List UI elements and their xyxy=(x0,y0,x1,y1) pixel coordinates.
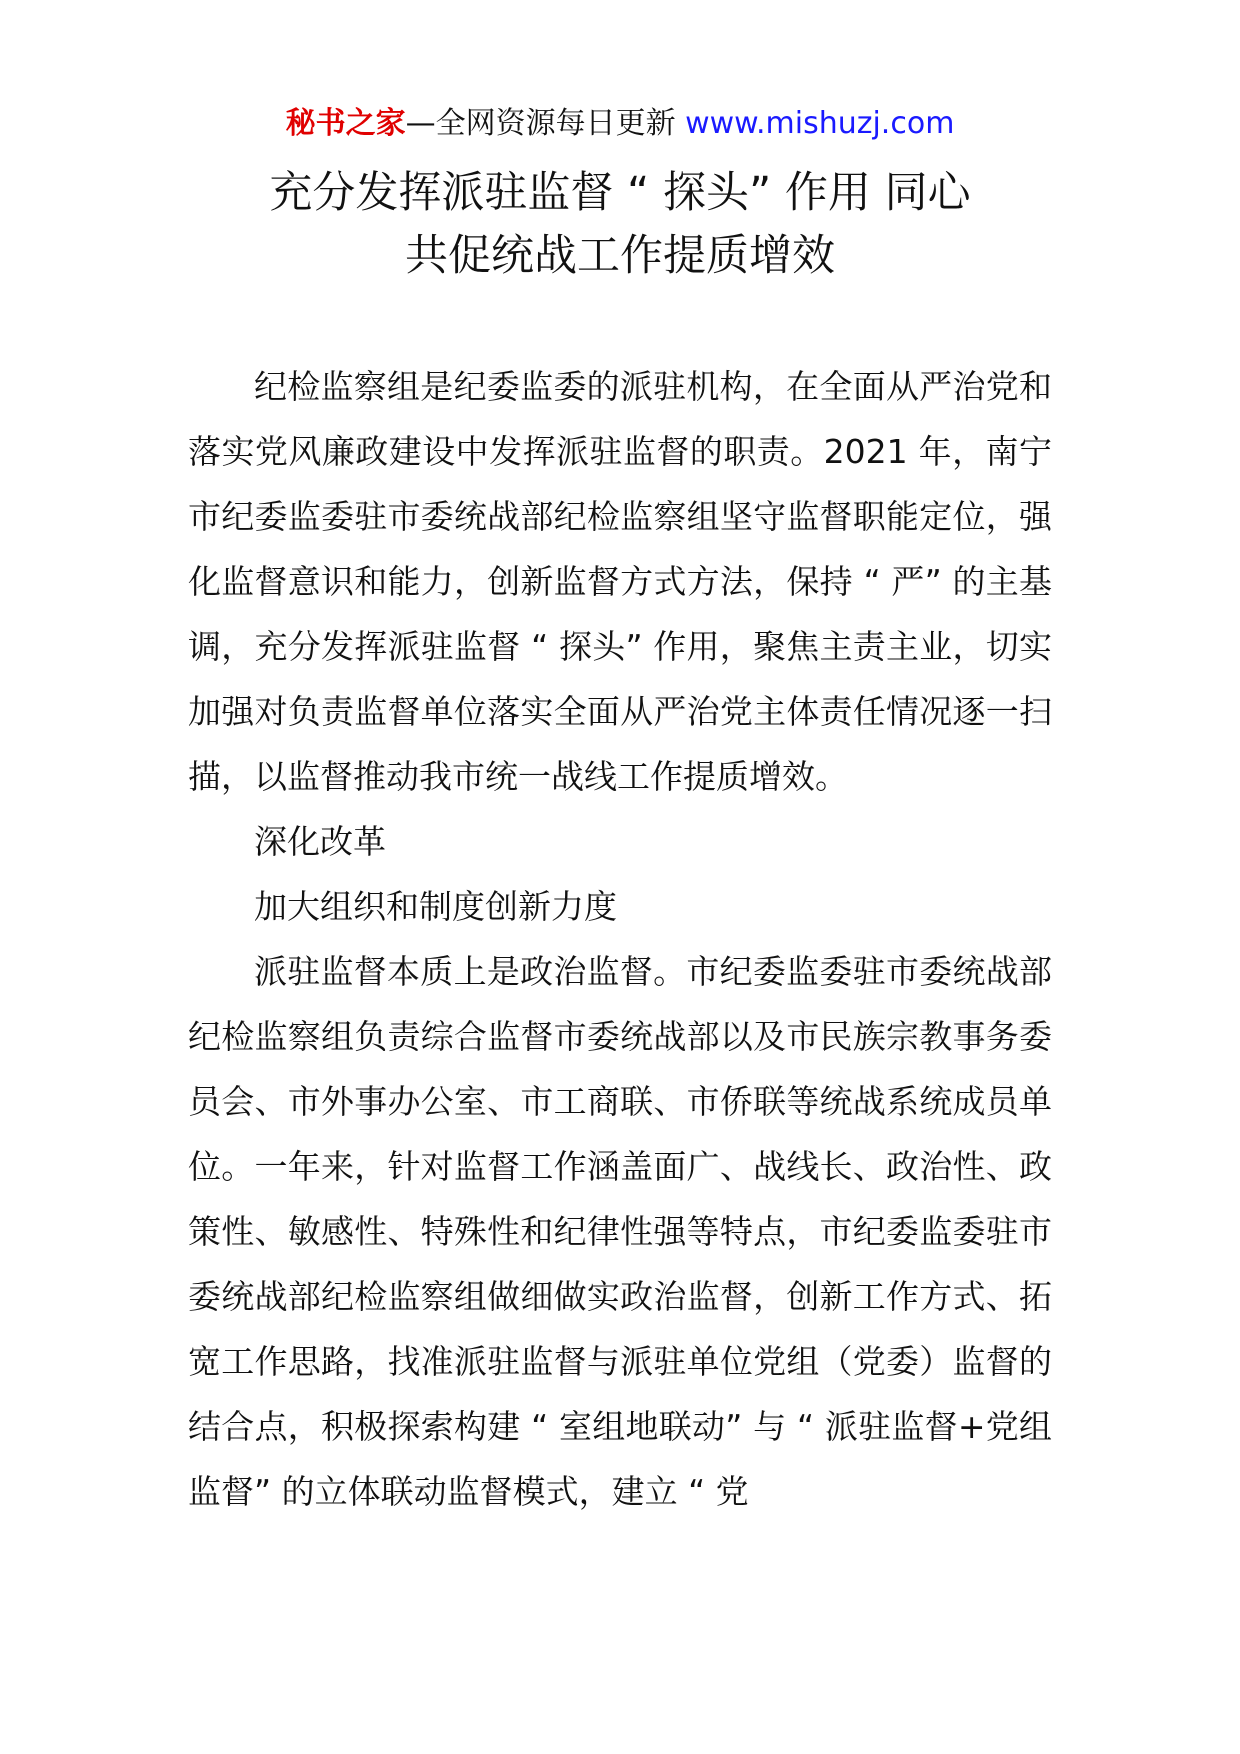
paragraph-body: 派驻监督本质上是政治监督。市纪委监委驻市委统战部纪检监察组负责综合监督市委统战部以及市民族宗教事务委员会、市外事办公室、市工商联、市侨联等统战系统成员单位。一年来，针对监督工作涵盖面广、战线长、政治性、政策性、敏感性、特殊性和纪律性强等特点，市纪委监委驻市委统战部纪检监察组做细做实政治监督，创新工作方式、拓宽工作思路，找准派驻监督与派驻单位党组（党委）监督的结合点，积极探索构建 “ 室组地联动” 与 “ 派驻监督+党组监督” 的立体联动监督模式，建立 “ 党 xyxy=(188,952,1052,1511)
title-line-1: 充分发挥派驻监督 “ 探头” 作用 同心 xyxy=(269,168,971,218)
section-subheading: 加大组织和制度创新力度 xyxy=(254,887,617,926)
site-url: www.mishuzj.com xyxy=(675,106,955,141)
page-header xyxy=(0,100,1240,148)
title-line-2: 共促统战工作提质增效 xyxy=(405,231,835,281)
header-slogan: —全网资源每日更新 xyxy=(405,106,676,141)
section-heading: 深化改革 xyxy=(254,822,386,861)
brand-name: 秘书之家 xyxy=(285,106,406,141)
paragraph-intro: 纪检监察组是纪委监委的派驻机构，在全面从严治党和落实党风廉政建设中发挥派驻监督的职责。2021 年，南宁市纪委监委驻市委统战部纪检监察组坚守监督职能定位，强化监督意识和能力，创新监督方式方法，保持 “ 严” 的主基调，充分发挥派驻监督 “ 探头” 作用，聚焦主责主业，切实加强对负责监督单位落实全面从严治党主体责任情况逐一扫描，以监督推动我市统一战线工作提质增效。 xyxy=(188,367,1052,796)
document-title xyxy=(190,162,1050,288)
document-body xyxy=(188,354,1052,1524)
